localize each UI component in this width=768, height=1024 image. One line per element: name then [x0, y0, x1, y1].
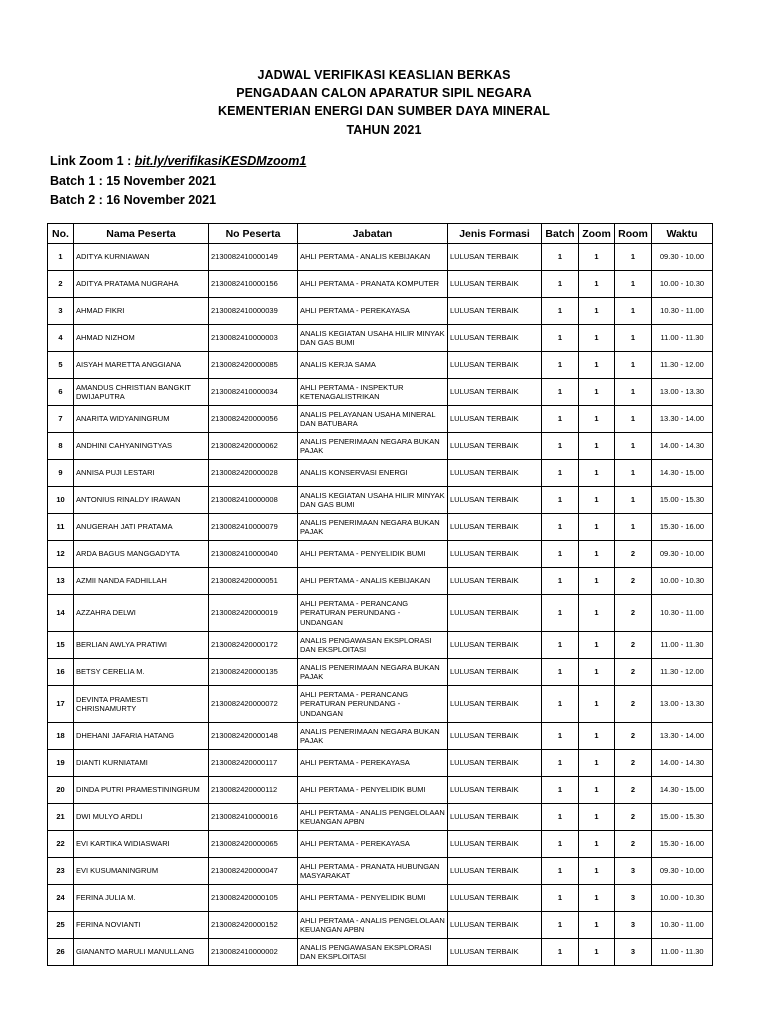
cell-zoom: 1 [579, 723, 615, 750]
cell-nama: ANTONIUS RINALDY IRAWAN [74, 487, 209, 514]
cell-jenis-formasi: LULUSAN TERBAIK [448, 686, 542, 723]
schedule-table [47, 223, 713, 966]
cell-jabatan: ANALIS PENERIMAAN NEGARA BUKAN PAJAK [298, 514, 448, 541]
title-line-3: KEMENTERIAN ENERGI DAN SUMBER DAYA MINERAL [217, 104, 550, 119]
cell-waktu: 13.00 - 13.30 [652, 686, 713, 723]
cell-batch: 1 [542, 939, 579, 966]
cell-nama: AISYAH MARETTA ANGGIANA [74, 352, 209, 379]
cell-jenis-formasi: LULUSAN TERBAIK [448, 912, 542, 939]
zoom-link-label: Link Zoom 1 : [50, 154, 135, 168]
cell-zoom: 1 [579, 298, 615, 325]
cell-jenis-formasi: LULUSAN TERBAIK [448, 487, 542, 514]
cell-waktu: 10.00 - 10.30 [652, 885, 713, 912]
cell-zoom: 1 [579, 632, 615, 659]
cell-waktu: 10.00 - 10.30 [652, 568, 713, 595]
title-line-2: PENGADAAN CALON APARATUR SIPIL NEGARA [236, 86, 532, 101]
cell-zoom: 1 [579, 271, 615, 298]
table-row [48, 804, 713, 831]
cell-no-peserta: 2130082410000039 [209, 298, 298, 325]
cell-batch: 1 [542, 686, 579, 723]
table-row [48, 885, 713, 912]
table-row [48, 939, 713, 966]
cell-batch: 1 [542, 804, 579, 831]
cell-no: 11 [48, 514, 74, 541]
cell-nama: ARDA BAGUS MANGGADYTA [74, 541, 209, 568]
cell-jenis-formasi: LULUSAN TERBAIK [448, 858, 542, 885]
table-header-row [48, 224, 713, 244]
cell-jenis-formasi: LULUSAN TERBAIK [448, 750, 542, 777]
cell-waktu: 14.30 - 15.00 [652, 460, 713, 487]
cell-no-peserta: 2130082420000019 [209, 595, 298, 632]
cell-jabatan: AHLI PERTAMA - ANALIS KEBIJAKAN [298, 568, 448, 595]
cell-zoom: 1 [579, 406, 615, 433]
cell-room: 1 [615, 514, 652, 541]
cell-jabatan: ANALIS PENGAWASAN EKSPLORASI DAN EKSPLOITASI [298, 939, 448, 966]
table-row [48, 858, 713, 885]
cell-jabatan: AHLI PERTAMA - ANALIS PENGELOLAAN KEUANGAN APBN [298, 912, 448, 939]
cell-no: 20 [48, 777, 74, 804]
cell-batch: 1 [542, 433, 579, 460]
header-nama: Nama Peserta [74, 224, 209, 244]
cell-jenis-formasi: LULUSAN TERBAIK [448, 433, 542, 460]
cell-zoom: 1 [579, 352, 615, 379]
cell-batch: 1 [542, 352, 579, 379]
table-row [48, 460, 713, 487]
cell-jabatan: AHLI PERTAMA - ANALIS PENGELOLAAN KEUANGAN APBN [298, 804, 448, 831]
cell-nama: ANUGERAH JATI PRATAMA [74, 514, 209, 541]
cell-nama: EVI KARTIKA WIDIASWARI [74, 831, 209, 858]
cell-jenis-formasi: LULUSAN TERBAIK [448, 514, 542, 541]
cell-jabatan: ANALIS KEGIATAN USAHA HILIR MINYAK DAN GAS BUMI [298, 487, 448, 514]
cell-room: 1 [615, 460, 652, 487]
cell-waktu: 11.00 - 11.30 [652, 325, 713, 352]
title-line-1: JADWAL VERIFIKASI KEASLIAN BERKAS [257, 68, 511, 82]
cell-no-peserta: 2130082420000062 [209, 433, 298, 460]
cell-no-peserta: 2130082410000040 [209, 541, 298, 568]
cell-waktu: 10.00 - 10.30 [652, 271, 713, 298]
cell-waktu: 11.30 - 12.00 [652, 659, 713, 686]
cell-jenis-formasi: LULUSAN TERBAIK [448, 244, 542, 271]
cell-waktu: 11.00 - 11.30 [652, 939, 713, 966]
cell-no: 2 [48, 271, 74, 298]
cell-jabatan: AHLI PERTAMA - PENYELIDIK BUMI [298, 541, 448, 568]
cell-waktu: 14.00 - 14.30 [652, 750, 713, 777]
cell-no: 16 [48, 659, 74, 686]
cell-waktu: 13.30 - 14.00 [652, 723, 713, 750]
cell-batch: 1 [542, 460, 579, 487]
cell-room: 3 [615, 885, 652, 912]
table-row [48, 514, 713, 541]
cell-room: 2 [615, 568, 652, 595]
cell-jabatan: ANALIS KERJA SAMA [298, 352, 448, 379]
info-block [50, 152, 306, 211]
cell-jabatan: AHLI PERTAMA - PEREKAYASA [298, 298, 448, 325]
cell-waktu: 15.00 - 15.30 [652, 487, 713, 514]
cell-no: 22 [48, 831, 74, 858]
cell-jabatan: AHLI PERTAMA - PRANATA HUBUNGAN MASYARAKAT [298, 858, 448, 885]
cell-nama: BETSY CERELIA M. [74, 659, 209, 686]
table-body [48, 244, 713, 966]
cell-jabatan: AHLI PERTAMA - PENYELIDIK BUMI [298, 885, 448, 912]
cell-jenis-formasi: LULUSAN TERBAIK [448, 406, 542, 433]
cell-zoom: 1 [579, 487, 615, 514]
header-batch: Batch [542, 224, 579, 244]
cell-batch: 1 [542, 885, 579, 912]
cell-no: 1 [48, 244, 74, 271]
cell-room: 2 [615, 804, 652, 831]
cell-room: 2 [615, 595, 652, 632]
cell-waktu: 10.30 - 11.00 [652, 595, 713, 632]
cell-nama: DEVINTA PRAMESTI CHRISNAMURTY [74, 686, 209, 723]
cell-nama: DHEHANI JAFARIA HATANG [74, 723, 209, 750]
cell-no-peserta: 2130082420000105 [209, 885, 298, 912]
cell-no-peserta: 2130082420000135 [209, 659, 298, 686]
cell-batch: 1 [542, 858, 579, 885]
cell-batch: 1 [542, 659, 579, 686]
cell-batch: 1 [542, 244, 579, 271]
cell-waktu: 09.30 - 10.00 [652, 858, 713, 885]
cell-room: 1 [615, 433, 652, 460]
table-row [48, 406, 713, 433]
cell-batch: 1 [542, 595, 579, 632]
cell-nama: ANARITA WIDYANINGRUM [74, 406, 209, 433]
cell-no: 10 [48, 487, 74, 514]
cell-jenis-formasi: LULUSAN TERBAIK [448, 804, 542, 831]
cell-zoom: 1 [579, 831, 615, 858]
cell-no: 23 [48, 858, 74, 885]
cell-no-peserta: 2130082410000016 [209, 804, 298, 831]
cell-room: 1 [615, 352, 652, 379]
cell-room: 1 [615, 244, 652, 271]
cell-zoom: 1 [579, 244, 615, 271]
cell-room: 2 [615, 750, 652, 777]
cell-batch: 1 [542, 912, 579, 939]
cell-batch: 1 [542, 325, 579, 352]
cell-nama: FERINA NOVIANTI [74, 912, 209, 939]
cell-room: 1 [615, 298, 652, 325]
cell-jabatan: ANALIS PENERIMAAN NEGARA BUKAN PAJAK [298, 723, 448, 750]
cell-nama: ADITYA PRATAMA NUGRAHA [74, 271, 209, 298]
cell-nama: ADITYA KURNIAWAN [74, 244, 209, 271]
cell-batch: 1 [542, 568, 579, 595]
table-row [48, 912, 713, 939]
cell-batch: 1 [542, 271, 579, 298]
cell-batch: 1 [542, 723, 579, 750]
cell-nama: DIANTI KURNIATAMI [74, 750, 209, 777]
cell-room: 2 [615, 686, 652, 723]
cell-waktu: 10.30 - 11.00 [652, 912, 713, 939]
header-jabatan: Jabatan [298, 224, 448, 244]
cell-zoom: 1 [579, 804, 615, 831]
cell-nama: ANNISA PUJI LESTARI [74, 460, 209, 487]
cell-zoom: 1 [579, 659, 615, 686]
cell-room: 2 [615, 632, 652, 659]
cell-nama: AHMAD NIZHOM [74, 325, 209, 352]
cell-jabatan: ANALIS PENERIMAAN NEGARA BUKAN PAJAK [298, 659, 448, 686]
cell-nama: AMANDUS CHRISTIAN BANGKIT DWIJAPUTRA [74, 379, 209, 406]
cell-no-peserta: 2130082410000008 [209, 487, 298, 514]
table-row [48, 632, 713, 659]
cell-batch: 1 [542, 750, 579, 777]
cell-no: 12 [48, 541, 74, 568]
cell-batch: 1 [542, 632, 579, 659]
cell-room: 2 [615, 723, 652, 750]
cell-no: 19 [48, 750, 74, 777]
table-row [48, 686, 713, 723]
cell-jenis-formasi: LULUSAN TERBAIK [448, 831, 542, 858]
table-row [48, 298, 713, 325]
cell-room: 2 [615, 659, 652, 686]
table-row [48, 541, 713, 568]
cell-jenis-formasi: LULUSAN TERBAIK [448, 777, 542, 804]
cell-no: 25 [48, 912, 74, 939]
header-zoom: Zoom [579, 224, 615, 244]
cell-jenis-formasi: LULUSAN TERBAIK [448, 541, 542, 568]
cell-no-peserta: 2130082410000156 [209, 271, 298, 298]
zoom-link[interactable]: bit.ly/verifikasiKESDMzoom1 [134, 154, 307, 168]
cell-jabatan: ANALIS KONSERVASI ENERGI [298, 460, 448, 487]
cell-jenis-formasi: LULUSAN TERBAIK [448, 632, 542, 659]
cell-room: 2 [615, 831, 652, 858]
cell-waktu: 15.30 - 16.00 [652, 831, 713, 858]
cell-zoom: 1 [579, 433, 615, 460]
cell-jenis-formasi: LULUSAN TERBAIK [448, 659, 542, 686]
batch-1-date: Batch 1 : 15 November 2021 [50, 173, 217, 188]
cell-jabatan: AHLI PERTAMA - ANALIS KEBIJAKAN [298, 244, 448, 271]
cell-no: 5 [48, 352, 74, 379]
cell-no: 3 [48, 298, 74, 325]
cell-zoom: 1 [579, 858, 615, 885]
cell-batch: 1 [542, 298, 579, 325]
table-row [48, 379, 713, 406]
cell-room: 2 [615, 541, 652, 568]
cell-no-peserta: 2130082410000034 [209, 379, 298, 406]
cell-nama: AZMII NANDA FADHILLAH [74, 568, 209, 595]
cell-jabatan: AHLI PERTAMA - PRANATA KOMPUTER [298, 271, 448, 298]
cell-nama: DWI MULYO ARDLI [74, 804, 209, 831]
table-row [48, 352, 713, 379]
table-row [48, 325, 713, 352]
cell-zoom: 1 [579, 460, 615, 487]
cell-zoom: 1 [579, 686, 615, 723]
cell-nama: EVI KUSUMANINGRUM [74, 858, 209, 885]
cell-no: 26 [48, 939, 74, 966]
header-room: Room [615, 224, 652, 244]
cell-zoom: 1 [579, 750, 615, 777]
cell-zoom: 1 [579, 912, 615, 939]
cell-jabatan: AHLI PERTAMA - PEREKAYASA [298, 831, 448, 858]
cell-nama: GIANANTO MARULI MANULLANG [74, 939, 209, 966]
cell-jabatan: AHLI PERTAMA - PEREKAYASA [298, 750, 448, 777]
cell-zoom: 1 [579, 325, 615, 352]
header-no-peserta: No Peserta [209, 224, 298, 244]
cell-no-peserta: 2130082420000152 [209, 912, 298, 939]
table-row [48, 433, 713, 460]
cell-no-peserta: 2130082420000072 [209, 686, 298, 723]
cell-jenis-formasi: LULUSAN TERBAIK [448, 723, 542, 750]
cell-no: 21 [48, 804, 74, 831]
cell-jenis-formasi: LULUSAN TERBAIK [448, 379, 542, 406]
table-row [48, 723, 713, 750]
cell-no-peserta: 2130082420000056 [209, 406, 298, 433]
cell-room: 2 [615, 777, 652, 804]
title-line-4: TAHUN 2021 [346, 122, 422, 137]
cell-nama: AHMAD FIKRI [74, 298, 209, 325]
cell-zoom: 1 [579, 514, 615, 541]
cell-jabatan: AHLI PERTAMA - PERANCANG PERATURAN PERUNDANG - UNDANGAN [298, 686, 448, 723]
table-row [48, 777, 713, 804]
cell-no-peserta: 2130082420000172 [209, 632, 298, 659]
cell-no-peserta: 2130082420000112 [209, 777, 298, 804]
table-row [48, 568, 713, 595]
cell-room: 1 [615, 325, 652, 352]
header-no: No. [48, 224, 74, 244]
cell-no: 13 [48, 568, 74, 595]
cell-no: 8 [48, 433, 74, 460]
cell-waktu: 11.30 - 12.00 [652, 352, 713, 379]
cell-waktu: 15.30 - 16.00 [652, 514, 713, 541]
cell-no-peserta: 2130082420000051 [209, 568, 298, 595]
cell-no: 4 [48, 325, 74, 352]
cell-room: 1 [615, 379, 652, 406]
cell-batch: 1 [542, 379, 579, 406]
cell-no: 6 [48, 379, 74, 406]
cell-room: 3 [615, 939, 652, 966]
cell-waktu: 09.30 - 10.00 [652, 541, 713, 568]
table-row [48, 487, 713, 514]
table-row [48, 831, 713, 858]
cell-jenis-formasi: LULUSAN TERBAIK [448, 595, 542, 632]
cell-nama: FERINA JULIA M. [74, 885, 209, 912]
cell-zoom: 1 [579, 595, 615, 632]
cell-room: 1 [615, 406, 652, 433]
cell-room: 1 [615, 487, 652, 514]
cell-jenis-formasi: LULUSAN TERBAIK [448, 271, 542, 298]
cell-jenis-formasi: LULUSAN TERBAIK [448, 568, 542, 595]
cell-waktu: 13.30 - 14.00 [652, 406, 713, 433]
cell-zoom: 1 [579, 885, 615, 912]
cell-jabatan: AHLI PERTAMA - PENYELIDIK BUMI [298, 777, 448, 804]
cell-waktu: 09.30 - 10.00 [652, 244, 713, 271]
table-row [48, 595, 713, 632]
header-jenis-formasi: Jenis Formasi [448, 224, 542, 244]
table-row [48, 271, 713, 298]
cell-no: 9 [48, 460, 74, 487]
cell-nama: DINDA PUTRI PRAMESTININGRUM [74, 777, 209, 804]
cell-no-peserta: 2130082410000003 [209, 325, 298, 352]
cell-no-peserta: 2130082410000149 [209, 244, 298, 271]
cell-zoom: 1 [579, 777, 615, 804]
table-row [48, 659, 713, 686]
cell-batch: 1 [542, 487, 579, 514]
cell-batch: 1 [542, 406, 579, 433]
cell-no-peserta: 2130082410000002 [209, 939, 298, 966]
cell-no: 7 [48, 406, 74, 433]
cell-batch: 1 [542, 541, 579, 568]
cell-jabatan: ANALIS PENGAWASAN EKSPLORASI DAN EKSPLOITASI [298, 632, 448, 659]
cell-batch: 1 [542, 514, 579, 541]
cell-zoom: 1 [579, 939, 615, 966]
cell-jenis-formasi: LULUSAN TERBAIK [448, 460, 542, 487]
cell-no: 15 [48, 632, 74, 659]
cell-jabatan: ANALIS PELAYANAN USAHA MINERAL DAN BATUBARA [298, 406, 448, 433]
cell-jabatan: ANALIS KEGIATAN USAHA HILIR MINYAK DAN GAS BUMI [298, 325, 448, 352]
cell-no: 14 [48, 595, 74, 632]
cell-room: 3 [615, 912, 652, 939]
cell-nama: ANDHINI CAHYANINGTYAS [74, 433, 209, 460]
cell-jenis-formasi: LULUSAN TERBAIK [448, 352, 542, 379]
cell-zoom: 1 [579, 568, 615, 595]
cell-batch: 1 [542, 831, 579, 858]
cell-zoom: 1 [579, 541, 615, 568]
cell-waktu: 10.30 - 11.00 [652, 298, 713, 325]
cell-jenis-formasi: LULUSAN TERBAIK [448, 885, 542, 912]
cell-waktu: 14.30 - 15.00 [652, 777, 713, 804]
cell-no-peserta: 2130082420000065 [209, 831, 298, 858]
cell-no: 17 [48, 686, 74, 723]
cell-no: 24 [48, 885, 74, 912]
cell-room: 1 [615, 271, 652, 298]
cell-no-peserta: 2130082420000148 [209, 723, 298, 750]
cell-nama: BERLIAN AWLYA PRATIWI [74, 632, 209, 659]
cell-waktu: 11.00 - 11.30 [652, 632, 713, 659]
table-row [48, 244, 713, 271]
cell-no-peserta: 2130082420000047 [209, 858, 298, 885]
cell-jenis-formasi: LULUSAN TERBAIK [448, 325, 542, 352]
cell-waktu: 15.00 - 15.30 [652, 804, 713, 831]
document-title [0, 66, 768, 139]
cell-jenis-formasi: LULUSAN TERBAIK [448, 298, 542, 325]
cell-no-peserta: 2130082420000117 [209, 750, 298, 777]
cell-zoom: 1 [579, 379, 615, 406]
cell-jabatan: ANALIS PENERIMAAN NEGARA BUKAN PAJAK [298, 433, 448, 460]
cell-jabatan: AHLI PERTAMA - PERANCANG PERATURAN PERUNDANG - UNDANGAN [298, 595, 448, 632]
table-row [48, 750, 713, 777]
cell-room: 3 [615, 858, 652, 885]
cell-nama: AZZAHRA DELWI [74, 595, 209, 632]
cell-waktu: 14.00 - 14.30 [652, 433, 713, 460]
cell-jabatan: AHLI PERTAMA - INSPEKTUR KETENAGALISTRIKAN [298, 379, 448, 406]
cell-jenis-formasi: LULUSAN TERBAIK [448, 939, 542, 966]
zoom-link-line [50, 152, 306, 172]
cell-waktu: 13.00 - 13.30 [652, 379, 713, 406]
header-waktu: Waktu [652, 224, 713, 244]
batch-2-date: Batch 2 : 16 November 2021 [50, 193, 217, 207]
cell-no-peserta: 2130082420000028 [209, 460, 298, 487]
cell-no-peserta: 2130082420000085 [209, 352, 298, 379]
cell-no-peserta: 2130082410000079 [209, 514, 298, 541]
cell-no: 18 [48, 723, 74, 750]
cell-batch: 1 [542, 777, 579, 804]
